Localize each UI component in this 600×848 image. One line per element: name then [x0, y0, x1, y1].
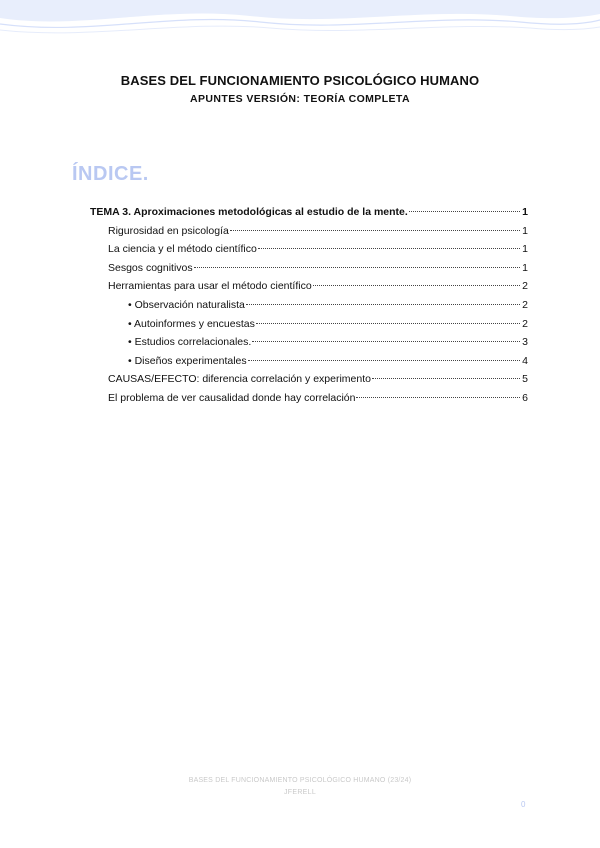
- table-of-contents: [90, 206, 528, 411]
- toc-entry-label: Sesgos cognitivos: [108, 261, 193, 274]
- toc-entry-label: TEMA 3. Aproximaciones metodológicas al estudio de la mente.: [90, 206, 408, 218]
- document-subtitle: APUNTES VERSIÓN: TEORÍA COMPLETA: [190, 93, 410, 105]
- header-wave-decoration: [0, 0, 600, 50]
- toc-dot-leader: [313, 285, 520, 286]
- toc-entry-causalidad[interactable]: [90, 392, 528, 411]
- toc-page-number: 2: [522, 280, 528, 293]
- toc-entry-observacion[interactable]: [90, 299, 528, 318]
- toc-dot-leader: [256, 323, 520, 324]
- toc-entry-label: Rigurosidad en psicología: [108, 224, 229, 237]
- toc-entry-label: Herramientas para usar el método científico: [108, 280, 312, 293]
- toc-dot-leader: [409, 211, 520, 212]
- toc-entry-label: El problema de ver causalidad donde hay correlación: [108, 391, 356, 404]
- toc-page-number: 1: [522, 243, 528, 256]
- toc-entry-label: • Observación naturalista: [128, 298, 245, 311]
- toc-entry-autoinformes[interactable]: [90, 318, 528, 337]
- toc-entry-label: • Estudios correlacionales.: [128, 336, 252, 349]
- footer-author: JFERELL: [283, 789, 317, 796]
- toc-page-number: 2: [522, 298, 528, 311]
- toc-entry-experimentales[interactable]: [90, 355, 528, 374]
- document-title: BASES DEL FUNCIONAMIENTO PSICOLÓGICO HUMANO: [120, 73, 480, 88]
- toc-page-number: 4: [522, 354, 528, 367]
- toc-dot-leader: [230, 230, 520, 231]
- toc-dot-leader: [258, 248, 520, 249]
- toc-page-number: 1: [522, 261, 528, 274]
- toc-dot-leader: [252, 341, 520, 342]
- toc-page-number: 1: [522, 224, 528, 237]
- toc-page-number: 1: [522, 206, 528, 218]
- toc-page-number: 3: [522, 336, 528, 349]
- toc-dot-leader: [248, 360, 521, 361]
- toc-dot-leader: [372, 378, 520, 379]
- toc-entry-herramientas[interactable]: [90, 280, 528, 299]
- toc-entry-label: • Autoinformes y encuestas: [128, 317, 255, 330]
- toc-entry-ciencia[interactable]: [90, 243, 528, 262]
- index-heading: ÍNDICE.: [72, 163, 149, 185]
- toc-dot-leader: [356, 397, 520, 398]
- toc-entry-causas-efecto[interactable]: [90, 373, 528, 392]
- toc-page-number: 6: [522, 391, 528, 404]
- toc-entry-correlacionales[interactable]: [90, 336, 528, 355]
- toc-entry-label: La ciencia y el método científico: [108, 243, 257, 256]
- toc-dot-leader: [246, 304, 520, 305]
- toc-entry-label: CAUSAS/EFECTO: diferencia correlación y experimento: [108, 373, 371, 386]
- footer-title: BASES DEL FUNCIONAMIENTO PSICOLÓGICO HUMANO (23/24): [188, 777, 412, 784]
- toc-entry-tema-3[interactable]: [90, 206, 528, 225]
- toc-page-number: 5: [522, 373, 528, 386]
- toc-entry-sesgos[interactable]: [90, 262, 528, 281]
- toc-page-number: 2: [522, 317, 528, 330]
- toc-entry-rigurosidad[interactable]: [90, 225, 528, 244]
- toc-entry-label: • Diseños experimentales: [128, 354, 247, 367]
- footer-page-number: 0: [521, 800, 526, 809]
- toc-dot-leader: [194, 267, 521, 268]
